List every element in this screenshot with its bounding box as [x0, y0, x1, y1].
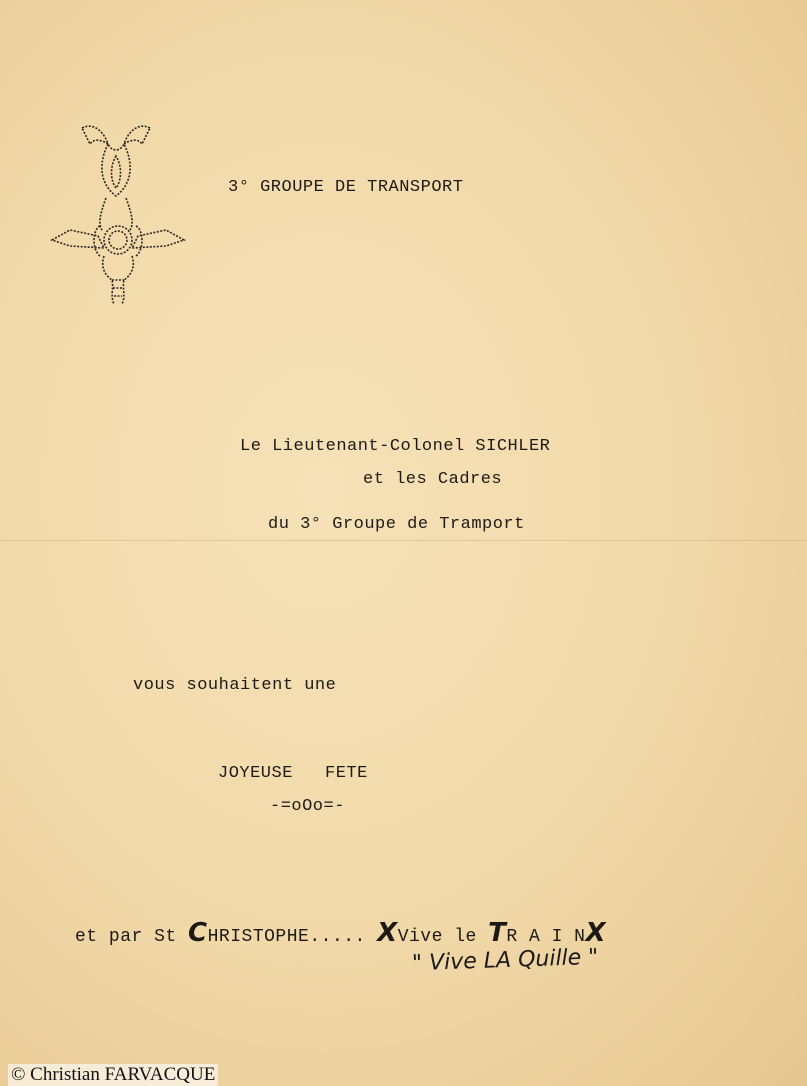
handwritten-t-mark: T — [488, 918, 507, 948]
separator-ornament: -=oOo=- — [270, 797, 345, 816]
unit-insignia-icon — [42, 118, 194, 318]
copyright-notice: © Christian FARVACQUE — [8, 1064, 218, 1086]
wish-line: vous souhaitent une — [133, 676, 337, 695]
greeting-line-3: du 3° Groupe de Tramport — [268, 515, 525, 534]
paper-fold-line — [0, 540, 807, 541]
greeting-line-1: Le Lieutenant-Colonel SICHLER — [240, 437, 551, 456]
closing-part-4: R A I N — [506, 927, 586, 947]
handwritten-c-mark: C — [188, 918, 208, 948]
closing-part-3: Vive le — [397, 927, 489, 947]
greeting-line-2: et les Cadres — [363, 470, 503, 489]
closing-part-2: HRISTOPHE..... — [207, 927, 378, 947]
closing-part-1: et par St — [75, 927, 189, 947]
handwritten-x-mark-end: X — [585, 918, 607, 948]
closing-line — [75, 920, 606, 947]
document-header: 3° GROUPE DE TRANSPORT — [228, 178, 464, 197]
handwritten-note: " Vive LA Quille " — [411, 944, 599, 977]
fete-title: JOYEUSE FETE — [218, 764, 368, 783]
handwritten-x-mark: X — [377, 918, 398, 948]
